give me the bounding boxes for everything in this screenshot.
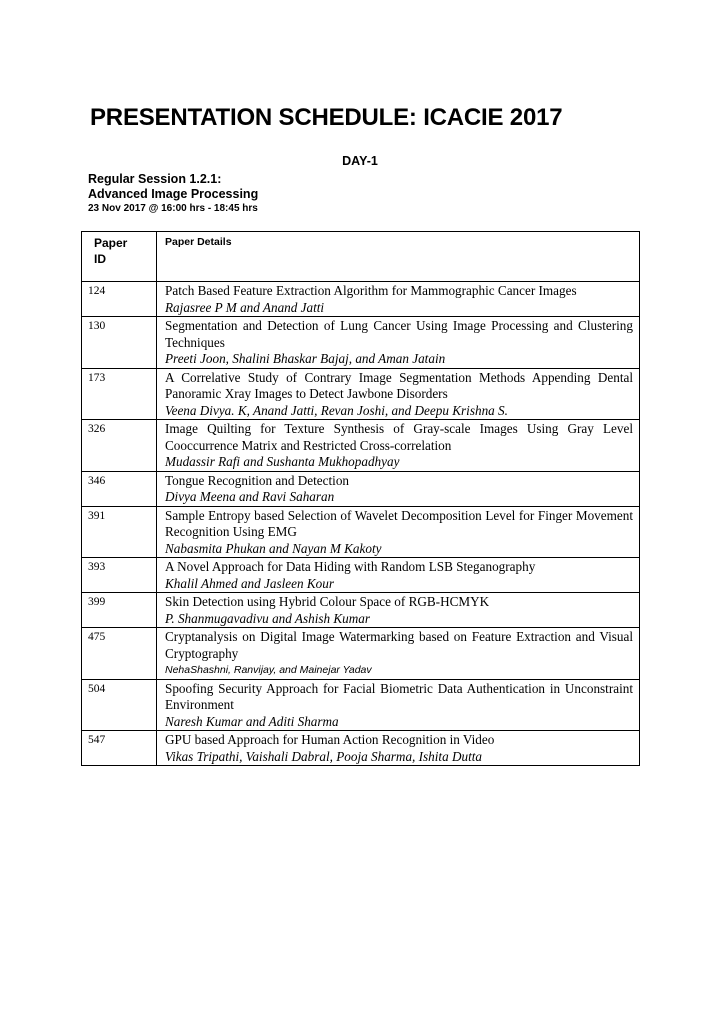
paper-authors: P. Shanmugavadivu and Ashish Kumar [165, 610, 371, 626]
paper-details [157, 282, 640, 317]
paper-authors: Divya Meena and Ravi Saharan [165, 489, 335, 504]
page-title: PRESENTATION SCHEDULE: ICACIE 2017 [90, 104, 563, 131]
paper-title: Spoofing Security Approach for Facial Biometric Data Authentication in Unconstraint Environment [165, 680, 633, 712]
day-label: DAY-1 [342, 154, 378, 168]
schedule-table [81, 231, 640, 766]
paper-id: 130 [82, 317, 157, 369]
paper-authors: Naresh Kumar and Aditi Sharma [165, 713, 339, 729]
table-row [82, 628, 640, 680]
paper-details [157, 368, 640, 420]
session-time: 23 Nov 2017 @ 16:00 hrs - 18:45 hrs [88, 203, 258, 214]
paper-id: 399 [82, 593, 157, 628]
paper-authors: NehaShashni, Ranvijay, and Mainejar Yadav [165, 664, 372, 676]
paper-title: Sample Entropy based Selection of Wavelet Decomposition Level for Finger Movement Recognition Using EMG [165, 507, 633, 539]
paper-authors: Rajasree P M and Anand Jatti [165, 299, 325, 315]
paper-authors: Preeti Joon, Shalini Bhaskar Bajaj, and Aman Jatain [165, 351, 446, 366]
paper-id: 173 [82, 368, 157, 420]
paper-details [157, 731, 640, 766]
paper-id: 393 [82, 558, 157, 593]
session-number: Regular Session 1.2.1: [88, 172, 222, 186]
paper-title: Cryptanalysis on Digital Image Watermarking based on Feature Extraction and Visual Cryptography [165, 629, 633, 661]
paper-title: A Correlative Study of Contrary Image Segmentation Methods Appending Dental Panoramic Xray Images to Detect Jawbone Disorders [165, 369, 633, 401]
table-row [82, 593, 640, 628]
paper-details [157, 628, 640, 680]
paper-authors: Vikas Tripathi, Vaishali Dabral, Pooja Sharma, Ishita Dutta [165, 748, 483, 764]
header-paper-id-line1: Paper [94, 236, 128, 250]
paper-title: Patch Based Feature Extraction Algorithm for Mammographic Cancer Images [165, 283, 577, 298]
table-row [82, 317, 640, 369]
paper-title: Segmentation and Detection of Lung Cancer Using Image Processing and Clustering Techniques [165, 318, 633, 350]
paper-id: 504 [82, 679, 157, 731]
table-row [82, 282, 640, 317]
paper-authors: Veena Divya. K, Anand Jatti, Revan Joshi, and Deepu Krishna S. [165, 402, 508, 418]
paper-title: GPU based Approach for Human Action Recognition in Video [165, 732, 495, 747]
paper-details [157, 420, 640, 472]
session-name: Advanced Image Processing [88, 187, 259, 201]
paper-details [157, 593, 640, 628]
paper-title: Image Quilting for Texture Synthesis of Gray-scale Images Using Gray Level Cooccurrence Matrix and Restricted Cross-correlation [165, 421, 633, 453]
paper-details [157, 558, 640, 593]
header-paper-details: Paper Details [157, 232, 640, 282]
paper-title: A Novel Approach for Data Hiding with Random LSB Steganography [165, 559, 536, 574]
paper-id: 346 [82, 471, 157, 506]
paper-id: 547 [82, 731, 157, 766]
table-header-row [82, 232, 640, 282]
paper-authors: Khalil Ahmed and Jasleen Kour [165, 575, 334, 591]
header-paper-id [82, 232, 157, 282]
paper-authors: Mudassir Rafi and Sushanta Mukhopadhyay [165, 454, 400, 469]
paper-title: Skin Detection using Hybrid Colour Space of RGB-HCMYK [165, 594, 490, 609]
paper-details [157, 471, 640, 506]
paper-details [157, 506, 640, 558]
paper-id: 475 [82, 628, 157, 680]
table-row [82, 731, 640, 766]
paper-details [157, 317, 640, 369]
paper-authors: Nabasmita Phukan and Nayan M Kakoty [165, 540, 382, 556]
table-row [82, 420, 640, 472]
paper-id: 124 [82, 282, 157, 317]
table-row [82, 471, 640, 506]
table-row [82, 368, 640, 420]
header-paper-id-line2: ID [94, 252, 106, 266]
table-row [82, 558, 640, 593]
paper-id: 391 [82, 506, 157, 558]
table-row [82, 506, 640, 558]
paper-details [157, 679, 640, 731]
table-row [82, 679, 640, 731]
paper-id: 326 [82, 420, 157, 472]
paper-title: Tongue Recognition and Detection [165, 472, 350, 488]
